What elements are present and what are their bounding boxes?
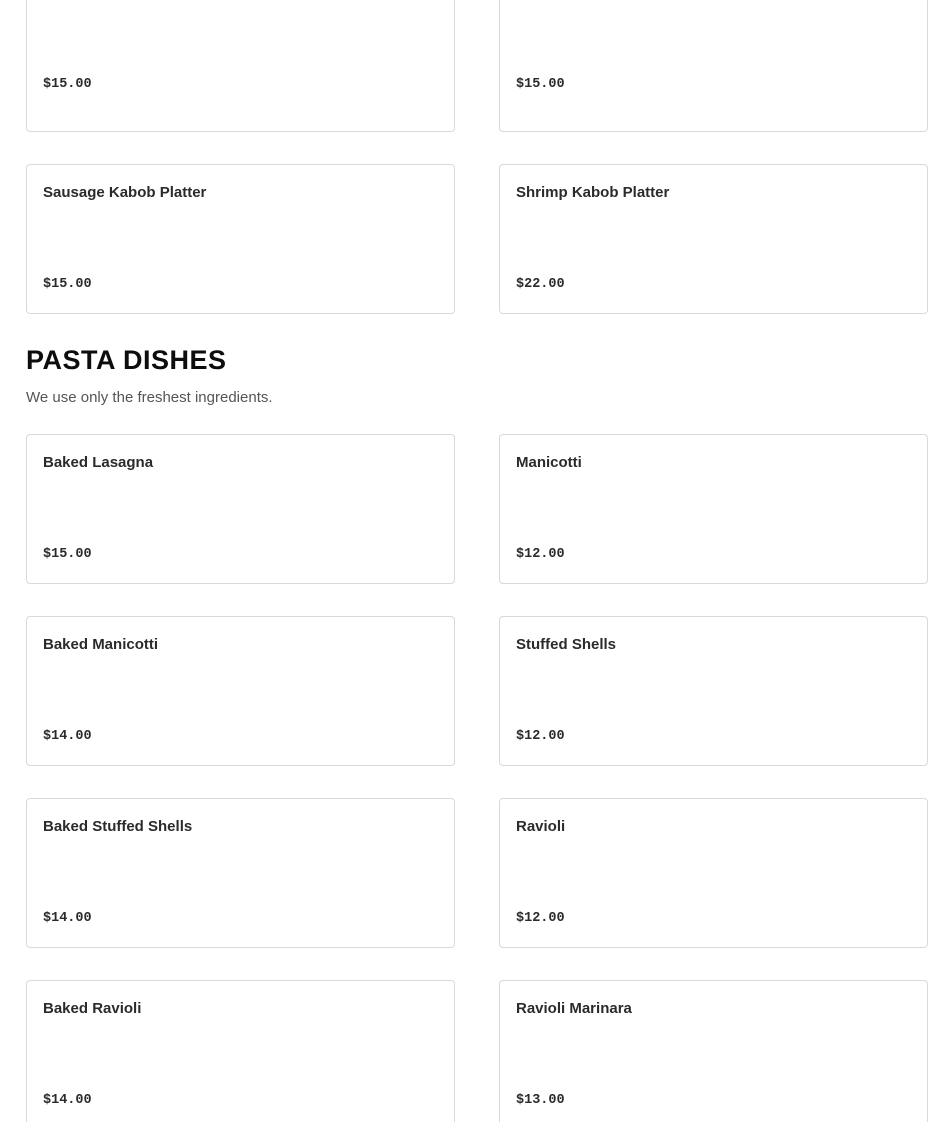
- menu-item-price: $15.00: [43, 547, 92, 562]
- menu-item-name: Sausage Kabob Platter: [43, 184, 207, 201]
- menu-item-price: $15.00: [43, 77, 92, 92]
- menu-item-card[interactable]: [26, 164, 455, 314]
- menu-item-card[interactable]: [499, 798, 928, 948]
- menu-item-name: Manicotti: [516, 454, 582, 471]
- menu-item-card[interactable]: [26, 798, 455, 948]
- menu-item-name: [516, 0, 691, 1]
- menu-item-price: $22.00: [516, 277, 565, 292]
- menu-item-card[interactable]: [26, 434, 455, 584]
- menu-item-name: Ravioli: [516, 818, 566, 835]
- menu-item-card[interactable]: [499, 616, 928, 766]
- menu-item-price: $12.00: [516, 911, 565, 926]
- menu-item-name: Baked Manicotti: [43, 636, 159, 653]
- section-title: PASTA DISHES: [26, 345, 227, 375]
- menu-item-name: Baked Lasagna: [43, 454, 154, 471]
- menu-item-name: Ravioli Marinara: [516, 1000, 632, 1017]
- menu-item-card[interactable]: [499, 434, 928, 584]
- menu-item-name: Stuffed Shells: [516, 636, 617, 653]
- menu-item-price: $12.00: [516, 547, 565, 562]
- menu-item-name: [43, 0, 203, 1]
- menu-item-price: $15.00: [516, 77, 565, 92]
- menu-item-price: $14.00: [43, 911, 92, 926]
- menu-item-card[interactable]: [499, 0, 928, 132]
- menu-item-name: Baked Stuffed Shells: [43, 818, 193, 835]
- menu-item-card[interactable]: [499, 164, 928, 314]
- menu-item-name: Baked Ravioli: [43, 1000, 142, 1017]
- menu-item-card[interactable]: [499, 980, 928, 1122]
- menu-item-price: $13.00: [516, 1093, 565, 1108]
- menu-item-name: Shrimp Kabob Platter: [516, 184, 670, 201]
- menu-item-price: $15.00: [43, 277, 92, 292]
- menu-item-price: $14.00: [43, 729, 92, 744]
- menu-item-card[interactable]: [26, 980, 455, 1122]
- menu-item-card[interactable]: [26, 0, 455, 132]
- menu-item-card[interactable]: [26, 616, 455, 766]
- section-description: We use only the freshest ingredients.: [26, 389, 273, 406]
- menu-item-price: $14.00: [43, 1093, 92, 1108]
- menu-item-price: $12.00: [516, 729, 565, 744]
